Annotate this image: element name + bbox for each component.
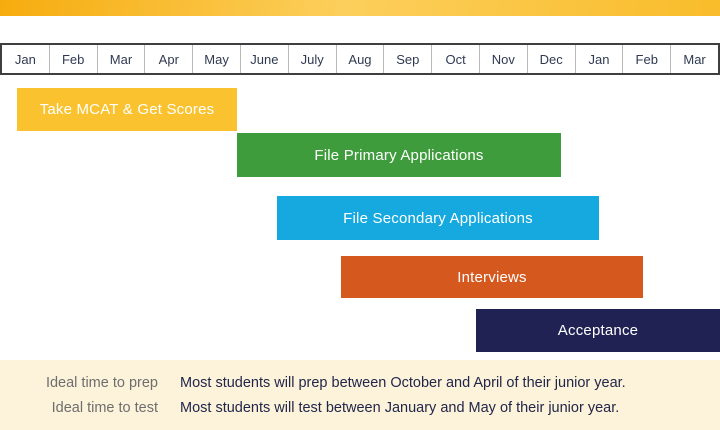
month-cell-14: Mar — [683, 51, 706, 67]
note-text-test: Most students will test between January and May of their junior year. — [180, 400, 620, 416]
notes-panel — [0, 360, 720, 430]
note-label-prep: Ideal time to prep — [45, 375, 158, 391]
month-cell-2: Mar — [98, 45, 146, 73]
month-cell-0: Jan — [2, 45, 50, 73]
month-cell-8: Sep — [384, 45, 432, 73]
month-cell-6: July — [289, 45, 337, 73]
note-row-test — [0, 396, 720, 421]
gantt-bar-take-mcat-get-scores: Take MCAT & Get Scores — [17, 88, 237, 131]
month-cell-3: Apr — [145, 45, 193, 73]
month-cell-5: June — [241, 45, 289, 73]
month-cell-13: Feb — [623, 45, 671, 73]
note-row-prep — [0, 371, 720, 396]
note-label-test: Ideal time to test — [51, 400, 158, 416]
top-accent-bar — [0, 0, 720, 16]
month-cell-7: Aug — [337, 45, 385, 73]
month-cell-9: Oct — [432, 45, 480, 73]
gantt-bar-file-secondary-applications: File Secondary Applications — [277, 196, 599, 240]
month-cell-1: Feb — [50, 45, 98, 73]
month-header-row — [0, 43, 720, 75]
note-text-prep: Most students will prep between October and April of their junior year. — [180, 375, 626, 391]
gantt-bar-acceptance: Acceptance — [476, 309, 720, 352]
gantt-bar-interviews: Interviews — [341, 256, 643, 298]
month-cell-12: Jan — [576, 45, 624, 73]
month-cell-11: Dec — [528, 45, 576, 73]
gantt-bar-file-primary-applications: File Primary Applications — [237, 133, 561, 177]
month-cell-10: Nov — [480, 45, 528, 73]
month-cell-4: May — [193, 45, 241, 73]
